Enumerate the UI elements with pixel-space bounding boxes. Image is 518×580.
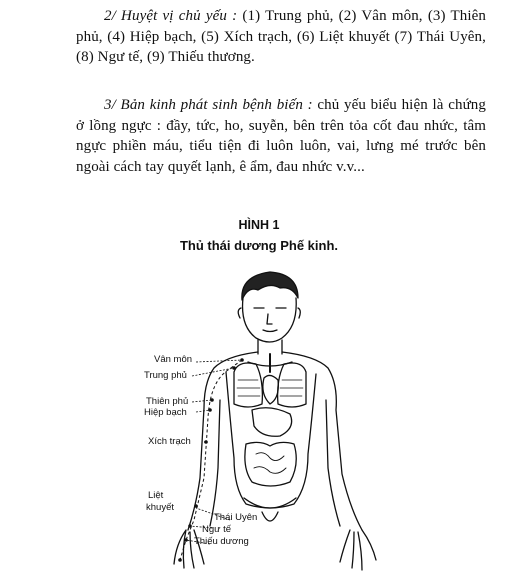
body-drawing	[130, 268, 430, 578]
right-arm-outline	[188, 352, 258, 530]
label-liet-khuyet-line2: khuyết	[146, 502, 174, 513]
meridian-illustration	[130, 268, 430, 578]
label-van-mon: Vân môn	[154, 354, 193, 365]
label-thai-uyen: Thái Uyên	[214, 512, 258, 523]
label-hiep-bach: Hiệp bạch	[144, 407, 187, 418]
paragraph-acupoints	[76, 6, 486, 68]
pathology-heading: 3/ Bản kinh phát sinh bệnh biến :	[104, 97, 313, 113]
figure-number: HÌNH 1	[238, 218, 280, 232]
label-thieu-duong: Thiếu dương	[194, 536, 249, 547]
label-ngu-te: Ngư tế	[202, 524, 232, 535]
paragraph-pathology	[76, 95, 486, 177]
pathology-text: chủ yếu biểu hiện là chứng ở lồng ngực : đầy, tức, ho, suyễn, bên trên tỏa cốt đau nhức, tâm ngực phiền máu, tiểu tiện đi luôn luôn, vai, lưng mé trước bên ngoài cách tay quyết lạnh, ê ẩm, đau nhức v.v...	[76, 97, 486, 175]
label-xich-trach: Xích trạch	[148, 436, 191, 447]
heart	[263, 375, 278, 404]
acupoints-heading: 2/ Huyệt vị chủ yếu :	[104, 8, 238, 24]
left-lung	[278, 363, 306, 407]
label-thien-phu: Thiên phủ	[146, 396, 189, 407]
label-trung-phu: Trung phủ	[144, 370, 187, 381]
acupoints-text: (1) Trung phủ, (2) Vân môn, (3) Thiên phủ, (4) Hiệp bạch, (5) Xích trạch, (6) Liệt khuyết (7) Thái Uyên, (8) Ngư tế, (9) Thiếu thương.	[76, 8, 486, 65]
label-liet-khuyet-line1: Liệt	[148, 490, 164, 501]
figure-title: Thủ thái dương Phế kinh.	[179, 238, 339, 253]
right-lung	[234, 363, 262, 407]
torso-outline	[226, 372, 316, 508]
hair	[242, 272, 298, 300]
left-hand	[340, 530, 376, 570]
intestines	[245, 442, 296, 486]
